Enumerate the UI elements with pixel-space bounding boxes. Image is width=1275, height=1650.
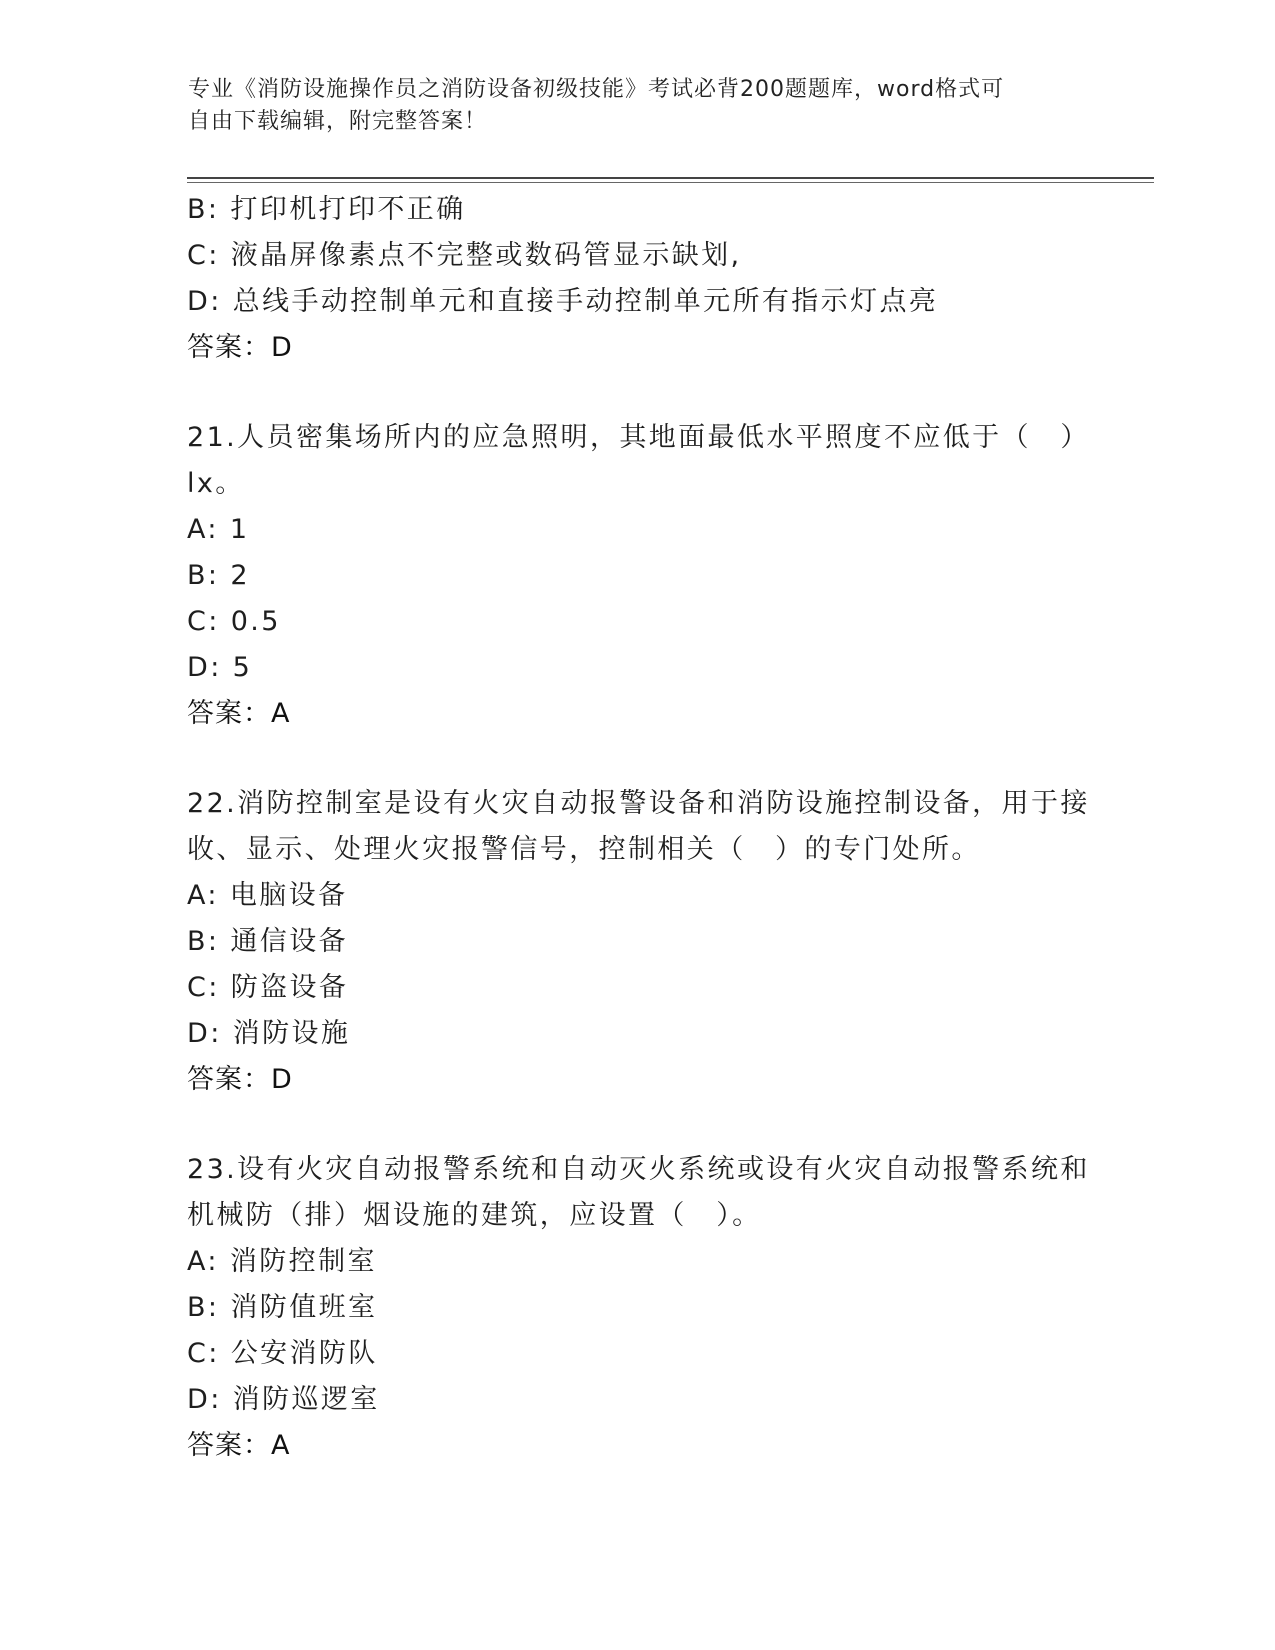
- document-header: [188, 74, 1068, 138]
- option-d: D: 5: [187, 652, 253, 683]
- option-c: C: 防盗设备: [187, 972, 349, 1003]
- option-b: B: 通信设备: [187, 926, 349, 957]
- option-d: D: 总线手动控制单元和直接手动控制单元所有指示灯点亮: [187, 286, 939, 317]
- previous-question-tail: [187, 187, 1087, 371]
- header-divider-thick: [187, 177, 1154, 179]
- header-divider-thin: [187, 182, 1154, 183]
- option-c: C: 液晶屏像素点不完整或数码管显示缺划,: [187, 240, 742, 271]
- option-b: B: 打印机打印不正确: [187, 194, 466, 225]
- option-d: D: 消防设施: [187, 1018, 351, 1049]
- question-stem-line: 机械防（排）烟设施的建筑，应设置（ ）。: [187, 1200, 762, 1231]
- option-b: B: 消防值班室: [187, 1292, 378, 1323]
- option-b: B: 2: [187, 560, 250, 591]
- option-c: C: 0.5: [187, 606, 281, 637]
- question-stem-line: 21.人员密集场所内的应急照明，其地面最低水平照度不应低于（ ）: [187, 422, 1090, 453]
- option-a: A: 1: [187, 514, 250, 545]
- question-21: [187, 415, 1090, 737]
- question-stem-line: lx。: [187, 468, 245, 499]
- question-22: [187, 781, 1090, 1103]
- option-a: A: 消防控制室: [187, 1246, 377, 1277]
- question-stem-line: 收、显示、处理火灾报警信号，控制相关（ ）的专门处所。: [187, 834, 981, 865]
- question-stem-line: 22.消防控制室是设有火灾自动报警设备和消防设施控制设备，用于接: [187, 788, 1090, 819]
- header-line-1: 专业《消防设施操作员之消防设备初级技能》考试必背200题题库，word格式可: [188, 77, 1005, 102]
- answer-line: 答案：D: [187, 332, 293, 363]
- option-a: A: 电脑设备: [187, 880, 348, 911]
- answer-line: 答案：A: [187, 698, 291, 729]
- answer-line: 答案：A: [187, 1430, 291, 1461]
- answer-line: 答案：D: [187, 1064, 293, 1095]
- option-c: C: 公安消防队: [187, 1338, 378, 1369]
- question-content: [187, 187, 1090, 1469]
- header-line-2: 自由下载编辑，附完整答案！: [188, 109, 488, 134]
- question-stem-line: 23.设有火灾自动报警系统和自动灭火系统或设有火灾自动报警系统和: [187, 1154, 1090, 1185]
- option-d: D: 消防巡逻室: [187, 1384, 380, 1415]
- question-23: [187, 1147, 1090, 1469]
